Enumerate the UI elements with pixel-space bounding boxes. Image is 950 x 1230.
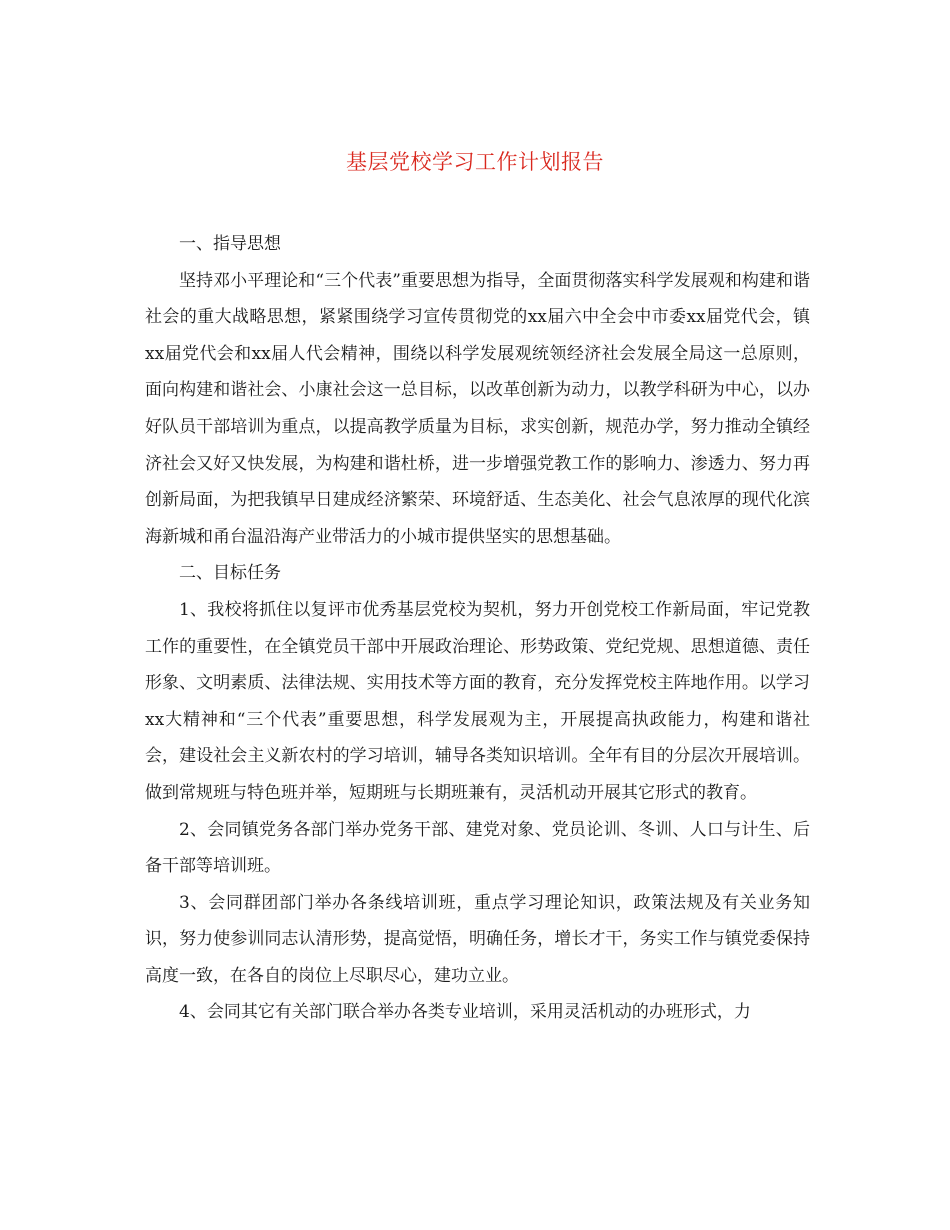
section-heading-guiding-ideology: 一、指导思想: [179, 234, 281, 254]
paragraph-task-4: 4、会同其它有关部门联合举办各类专业培训，采用灵活机动的办班形式，力: [179, 1002, 751, 1023]
document-body: [145, 226, 810, 1031]
paragraph-task-3: 3、会同群团部门举办各条线培训班，重点学习理论知识，政策法规及有关业务知识，努力使参训同志认清形势，提高觉悟，明确任务，增长才干，务实工作与镇党委保持高度一致，在各自的岗位上尽职尽心，建功立业。: [145, 892, 810, 986]
paragraph-task-2: 2、会同镇党务各部门举办党务干部、建党对象、党员论训、冬训、人口与计生、后备干部等培训班。: [145, 819, 810, 877]
section-heading-goals-tasks: 二、目标任务: [179, 563, 281, 584]
document-title: 基层党校学习工作计划报告: [346, 150, 604, 174]
paragraph-guiding-ideology: 坚持邓小平理论和“三个代表”重要思想为指导，全面贯彻落实科学发展观和构建和谐社会的重大战略思想，紧紧围绕学习宣传贯彻党的xx届六中全会中市委xx届党代会，镇xx届党代会和xx届人代会精神，围绕以科学发展观统领经济社会发展全局这一总原则，面向构建和谐社会、小康社会这一总目标，以改革创新为动力，以教学科研为中心，以办好队员干部培训为重点，以提高教学质量为目标，求实创新，规范办学，努力推动全镇经济社会又好又快发展，为构建和谐杜桥，进一步增强党教工作的影响力、渗透力、努力再创新局面，为把我镇早日建成经济繁荣、环境舒适、生态美化、社会气息浓厚的现代化滨海新城和甬台温沿海产业带活力的小城市提供坚实的思想基础。: [145, 270, 810, 547]
paragraph-task-1: 1、我校将抓住以复评市优秀基层党校为契机，努力开创党校工作新局面，牢记党教工作的重要性，在全镇党员干部中开展政治理论、形势政策、党纪党规、思想道德、责任形象、文明素质、法律法规、实用技术等方面的教育，充分发挥党校主阵地作用。以学习xx大精神和“三个代表”重要思想，科学发展观为主，开展提高执政能力，构建和谐社会，建设社会主义新农村的学习培训，辅导各类知识培训。全年有目的分层次开展培训。做到常规班与特色班并举，短期班与长期班兼有，灵活机动开展其它形式的教育。: [145, 599, 810, 803]
